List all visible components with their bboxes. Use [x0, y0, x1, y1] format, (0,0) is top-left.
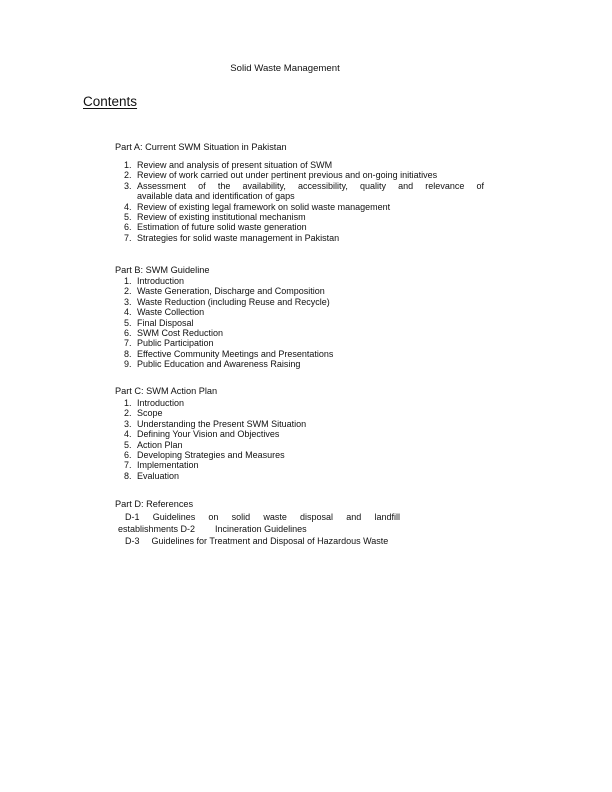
reference-line-3: D-3 Guidelines for Treatment and Disposal of Hazardous Waste [125, 536, 389, 547]
contents-heading: Contents [83, 94, 138, 109]
list-item: 7. Public Participation [124, 338, 214, 349]
part-b-title: Part B: SWM Guideline [115, 265, 210, 275]
list-item: 1. Introduction [124, 398, 185, 408]
list-item: 5. Final Disposal [124, 317, 194, 328]
list-item: 2. Waste Generation, Discharge and Composition [124, 286, 325, 297]
list-item: 3. Understanding the Present SWM Situation [124, 418, 307, 429]
part-a-title: Part A: Current SWM Situation in Pakistan [115, 142, 287, 152]
list-item: 7. Strategies for solid waste management in Pakistan [124, 232, 340, 243]
list-item: 3. Assessment of the availability, accessibility, quality and relevance of available data and identification of gaps [124, 180, 484, 202]
list-item: 5. Review of existing institutional mechanism [124, 212, 306, 223]
list-item: 4. Review of existing legal framework on solid waste management [124, 201, 391, 212]
list-item: 2. Scope [124, 408, 163, 419]
part-a-list [115, 160, 484, 243]
references-block [115, 511, 400, 548]
list-item: 4. Waste Collection [124, 307, 205, 318]
list-item: 6. Estimation of future solid waste generation [124, 222, 307, 233]
list-item: 9. Public Education and Awareness Raising [124, 359, 301, 370]
part-d-title: Part D: References [115, 499, 194, 509]
list-item: 2. Review of work carried out under pertinent previous and on-going initiatives [124, 170, 438, 181]
part-b-list [115, 276, 333, 370]
part-c-list [115, 398, 306, 481]
list-item: 6. SWM Cost Reduction [124, 328, 224, 339]
list-item: 7. Implementation [124, 460, 199, 471]
reference-line-2: establishments D-2 Incineration Guidelines [118, 524, 307, 535]
reference-line-1: D-1 Guidelines on solid waste disposal and landfill [125, 512, 400, 522]
list-item: 1. Introduction [124, 276, 185, 286]
part-c-title: Part C: SWM Action Plan [115, 386, 218, 396]
list-item: 8. Evaluation [124, 470, 180, 481]
list-item: 8. Effective Community Meetings and Presentations [124, 348, 334, 359]
list-item: 1. Review and analysis of present situation of SWM [124, 160, 333, 170]
list-item: 5. Action Plan [124, 439, 183, 450]
document-title: Solid Waste Management [230, 63, 340, 74]
list-item: 4. Defining Your Vision and Objectives [124, 429, 280, 440]
list-item: 6. Developing Strategies and Measures [124, 450, 285, 461]
list-item: 3. Waste Reduction (including Reuse and Recycle) [124, 296, 330, 307]
